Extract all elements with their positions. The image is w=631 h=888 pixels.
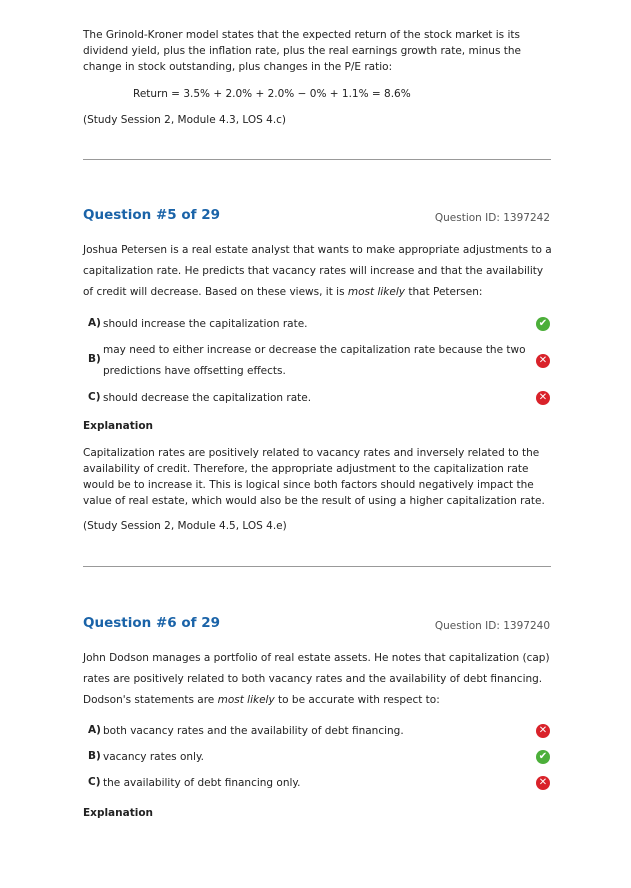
- option-letter: A): [88, 724, 101, 736]
- stem-text-end: that Petersen:: [404, 286, 483, 298]
- q5-option-b[interactable]: [88, 340, 550, 382]
- option-text: may need to either increase or decrease the capitalization rate because the two predictions have offsetting effects.: [103, 344, 526, 377]
- stem-text: John Dodson manages a portfolio of real estate assets. He notes that capitalization (cap) rates are positively related to both vacancy rates and the availability of debt financing. Dodson's statements are: [83, 652, 550, 706]
- intro-reference: (Study Session 2, Module 4.3, LOS 4.c): [83, 114, 287, 126]
- question-5-title: Question #5 of 29: [83, 207, 220, 223]
- divider: [83, 159, 551, 160]
- option-letter: B): [88, 750, 101, 762]
- return-formula: Return = 3.5% + 2.0% + 2.0% − 0% + 1.1% = 8.6%: [133, 88, 411, 100]
- option-letter: B): [88, 353, 101, 365]
- q5-explanation-heading: Explanation: [83, 420, 154, 432]
- q6-option-c[interactable]: [88, 773, 550, 794]
- divider: [83, 566, 551, 567]
- q5-option-c[interactable]: [88, 388, 550, 409]
- stem-text-end: to be accurate with respect to:: [274, 694, 440, 706]
- close-icon: ✕: [536, 724, 550, 738]
- option-text: the availability of debt financing only.: [103, 777, 301, 789]
- option-letter: C): [88, 391, 101, 403]
- close-icon: ✕: [536, 354, 550, 368]
- option-text: both vacancy rates and the availability of debt financing.: [103, 725, 404, 737]
- option-text: should decrease the capitalization rate.: [103, 392, 312, 404]
- q5-option-a[interactable]: [88, 314, 550, 335]
- question-6-id: Question ID: 1397240: [434, 620, 550, 632]
- option-text: should increase the capitalization rate.: [103, 318, 308, 330]
- q6-explanation-heading: Explanation: [83, 807, 154, 819]
- check-icon: ✔: [536, 317, 550, 331]
- q5-reference: (Study Session 2, Module 4.5, LOS 4.e): [83, 520, 287, 532]
- option-letter: A): [88, 317, 101, 329]
- close-icon: ✕: [536, 391, 550, 405]
- q5-explanation: Capitalization rates are positively related to vacancy rates and inversely related to the availability of credit. Therefore, the appropriate adjustment to the capitalization rate would be to increase it. This is logical since both factors should negatively impact the value of real estate, which would also be the result of using a higher capitalization rate.: [83, 447, 545, 507]
- close-icon: ✕: [536, 776, 550, 790]
- question-6-title: Question #6 of 29: [83, 615, 220, 631]
- question-5-stem: [83, 240, 553, 303]
- q6-option-b[interactable]: [88, 747, 550, 768]
- intro-paragraph: The Grinold-Kroner model states that the expected return of the stock market is its dividend yield, plus the inflation rate, plus the real earnings growth rate, minus the change in stock outstanding, plus changes in the P/E ratio:: [83, 29, 521, 73]
- q6-option-a[interactable]: [88, 721, 550, 742]
- stem-text: Joshua Petersen is a real estate analyst that wants to make appropriate adjustments to a capitalization rate. He predicts that vacancy rates will increase and that the availability of credit will decrease. Based on these views, it is: [83, 244, 552, 298]
- stem-emphasis: most likely: [347, 286, 405, 298]
- check-icon: ✔: [536, 750, 550, 764]
- question-6-stem: [83, 648, 553, 711]
- option-letter: C): [88, 776, 101, 788]
- option-text: vacancy rates only.: [103, 751, 205, 763]
- question-5-id: Question ID: 1397242: [434, 212, 550, 224]
- stem-emphasis: most likely: [217, 694, 275, 706]
